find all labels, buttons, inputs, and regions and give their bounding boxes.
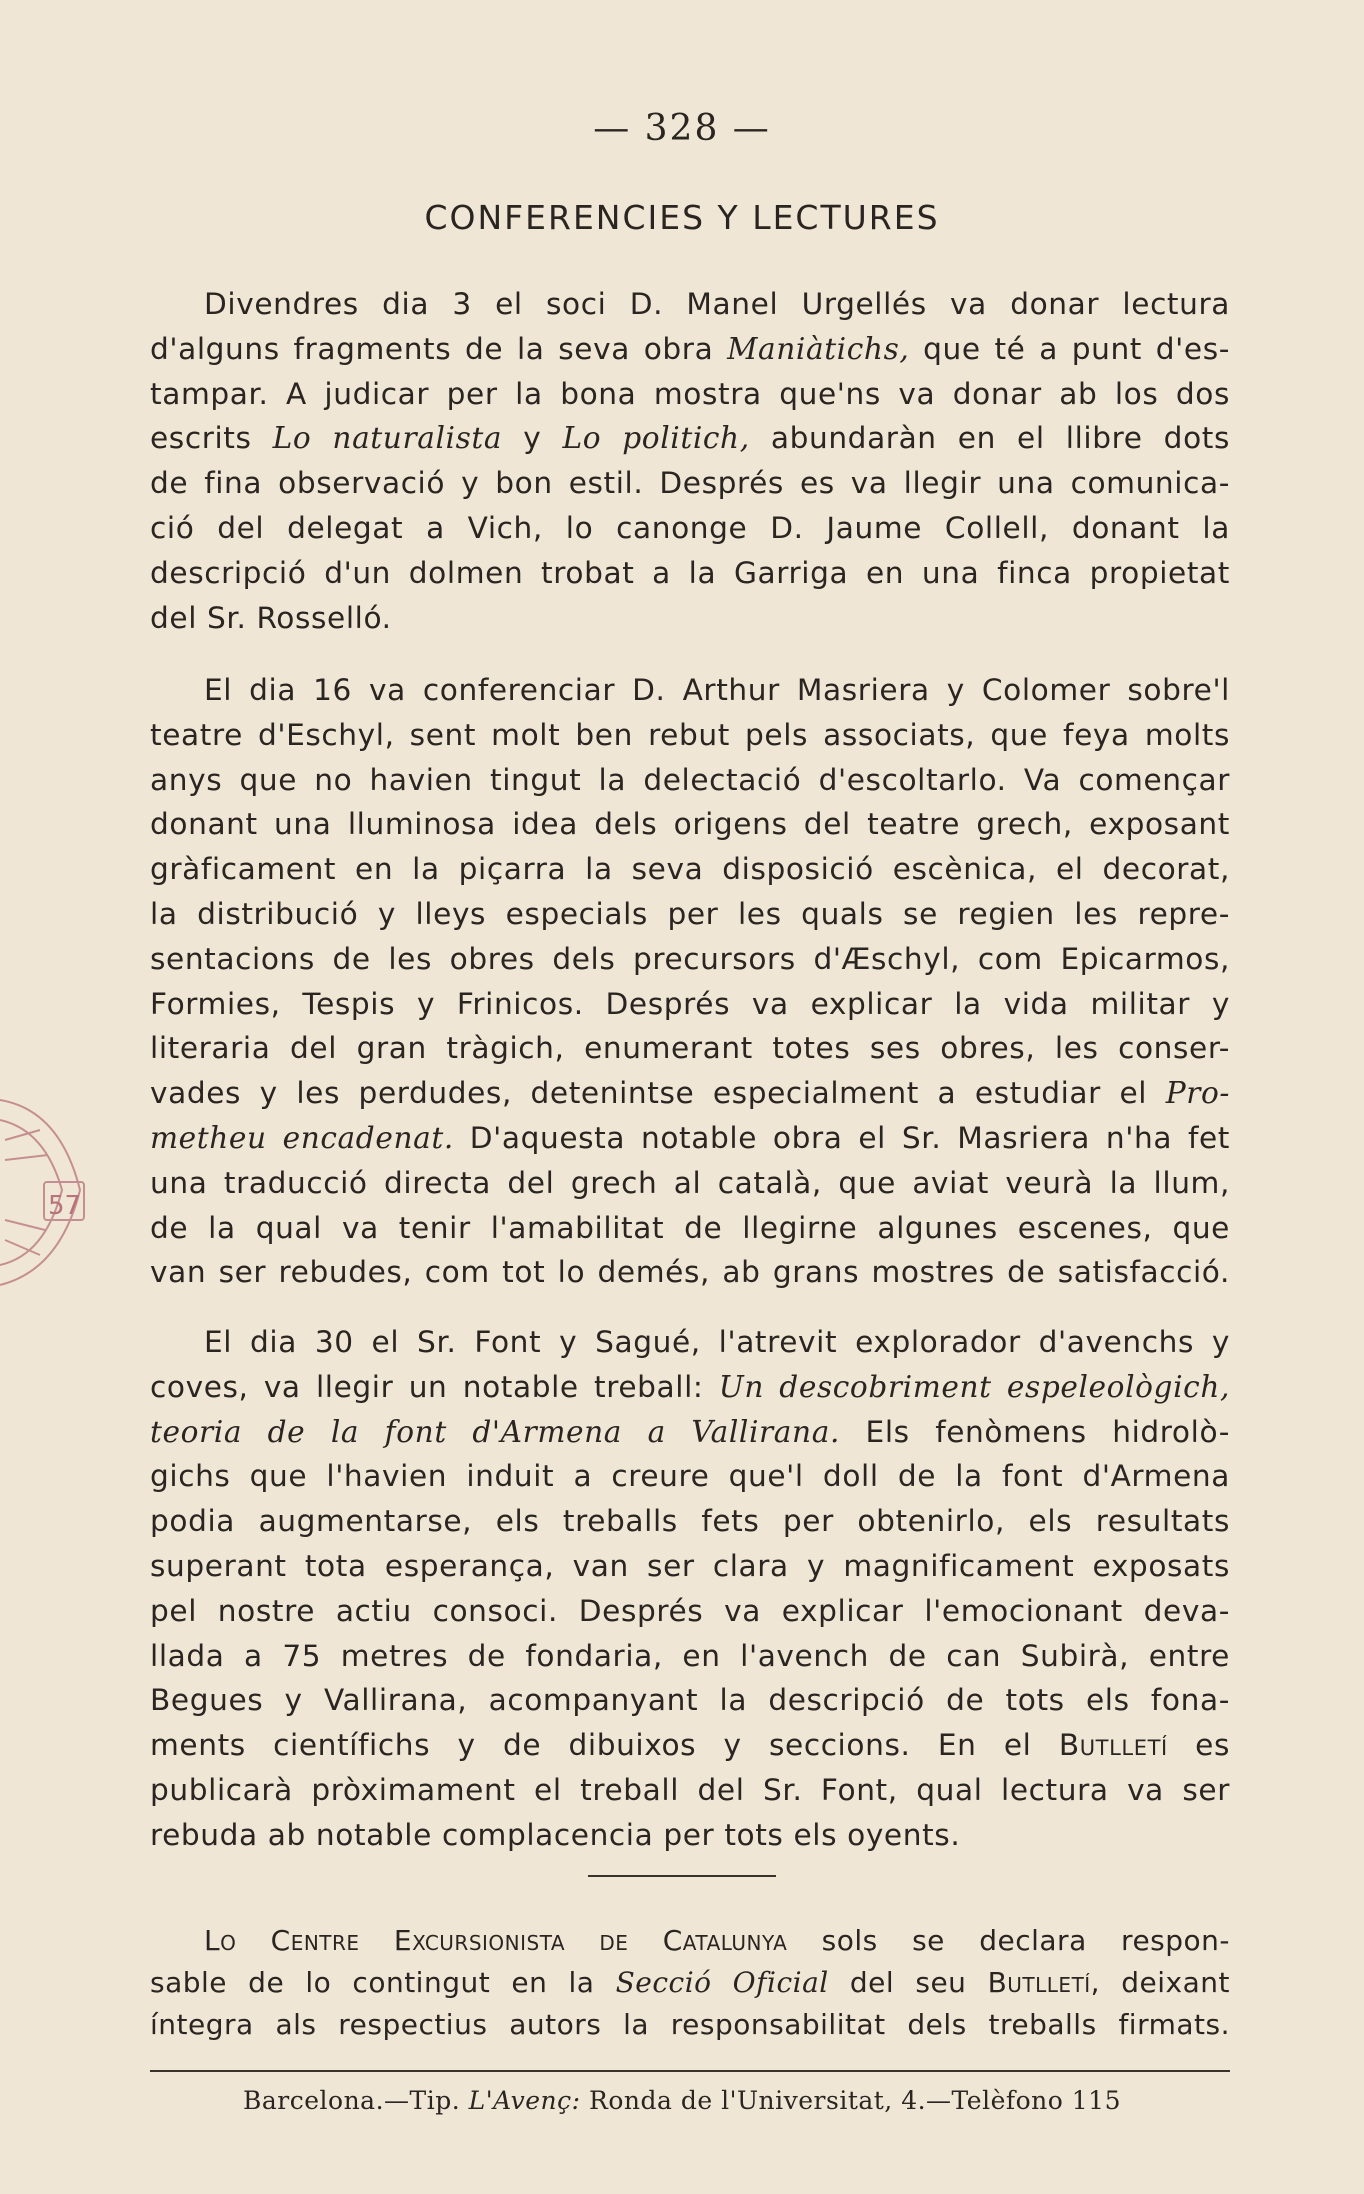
text-line: publicarà pròximament el treball del Sr. Font, qual lectura va ser — [150, 1772, 1230, 1807]
section-title: CONFERENCIES Y LECTURES — [424, 198, 940, 237]
text-line: Begues y Vallirana, acompanyant la descripció de tots els fona- — [150, 1683, 1230, 1718]
italic-title: metheu encadenat. — [150, 1120, 454, 1155]
stamp-number: 57 — [48, 1191, 82, 1221]
text-line: coves, va llegir un notable treball: Un descobriment espeleològich, — [150, 1369, 1231, 1404]
text-line: metheu encadenat. D'aquesta notable obra el Sr. Masriera n'ha fet — [150, 1120, 1230, 1155]
disclaimer — [150, 1920, 1230, 2046]
text-line: van ser rebudes, com tot lo demés, ab grans mostres de satisfacció. — [150, 1255, 1230, 1290]
text-line: descripció d'un dolmen trobat a la Garriga en una finca propietat — [150, 555, 1230, 590]
bulletin-name: Butlletí, — [987, 1966, 1101, 1999]
text-line: rebuda ab notable complacencia per tots els oyents. — [150, 1817, 961, 1852]
text-line: vades y les perdudes, detenintse especialment a estudiar el Pro- — [150, 1076, 1230, 1111]
text-line: Lo Centre Excursionista de Catalunya sols se declara respon- — [204, 1924, 1231, 1957]
text-line: Divendres dia 3 el soci D. Manel Urgellés va donar lectura — [204, 287, 1230, 321]
text-line: teatre d'Eschyl, sent molt ben rebut pels associats, que feya molts — [150, 717, 1230, 752]
text-line: pel nostre actiu consoci. Després va explicar l'emocionant deva- — [150, 1593, 1230, 1628]
text-line: tampar. A judicar per la bona mostra que'ns va donar ab los dos — [150, 376, 1230, 411]
text-line: del Sr. Rosselló. — [150, 600, 392, 635]
footer-rule — [150, 2070, 1230, 2072]
text-line: una traducció directa del grech al català, que aviat veurà la llum, — [150, 1165, 1230, 1200]
text-line: gichs que l'havien induit a creure que'l doll de la font d'Armena — [150, 1459, 1230, 1494]
italic-title: Pro- — [1165, 1076, 1230, 1111]
text-line: ments científichs y de dibuixos y seccions. En el Butlletí es — [150, 1728, 1230, 1763]
text-line: escrits Lo naturalista y Lo politich, abundaràn en el llibre dots — [150, 421, 1230, 456]
text-line: Formies, Tespis y Frinicos. Després va explicar la vida militar y — [150, 986, 1230, 1021]
text-line: de fina observació y bon estil. Després es va llegir una comunica- — [150, 466, 1230, 501]
italic-title: Lo naturalista — [272, 421, 503, 456]
text-line: anys que no havien tingut la delectació d'escoltarlo. Va començar — [150, 762, 1230, 797]
page-number: — 328 — — [593, 108, 771, 149]
italic-title: teoria de la font d'Armena a Vallirana. — [150, 1414, 840, 1449]
text-line: teoria de la font d'Armena a Vallirana. Els fenòmens hidrolò- — [150, 1414, 1230, 1449]
text-line: gràficament en la piçarra la seva disposició escènica, el decorat, — [150, 852, 1230, 887]
text-line: íntegra als respectius autors la responsabilitat dels treballs firmats. — [150, 2008, 1230, 2041]
text-line: d'alguns fragments de la seva obra Maniàtichs, que té a punt d'es- — [150, 331, 1230, 366]
text-line: sable de lo contingut en la Secció Oficial del seu Butlletí, deixant — [150, 1966, 1230, 1999]
text-line: ció del delegat a Vich, lo canonge D. Jaume Collell, donant la — [150, 510, 1230, 545]
text-line: podia augmentarse, els treballs fets per obtenirlo, els resultats — [150, 1504, 1230, 1539]
text-line: donant una lluminosa idea dels origens del teatre grech, exposant — [150, 807, 1230, 842]
italic-title: Maniàtichs, — [727, 331, 910, 366]
text-line: de la qual va tenir l'amabilitat de llegirne algunes escenes, que — [150, 1210, 1230, 1245]
text-line: sentacions de les obres dels precursors d'Æschyl, com Epicarmos, — [150, 941, 1230, 976]
italic-title: Un descobriment espeleològich, — [718, 1369, 1231, 1404]
organization-name: Lo Centre Excursionista de Catalunya — [204, 1924, 788, 1957]
paragraph-2 — [150, 668, 1230, 1295]
text-line: superant tota esperança, van ser clara y magnificament exposats — [150, 1548, 1230, 1583]
paragraph-1 — [150, 282, 1230, 640]
library-stamp — [0, 1070, 100, 1310]
text-line: la distribució y lleys especials per les quals se regien les repre- — [150, 896, 1230, 931]
text-line: El dia 16 va conferenciar D. Arthur Masriera y Colomer sobre'l — [204, 673, 1230, 707]
printer-name: L'Avenç: — [468, 2086, 581, 2115]
bulletin-name: Butlletí — [1058, 1728, 1168, 1763]
printer-imprint: Barcelona.—Tip. L'Avenç: Ronda de l'Universitat, 4.—Telèfono 115 — [243, 2086, 1121, 2115]
text-line: literaria del gran tràgich, enumerant totes ses obres, les conser- — [150, 1031, 1230, 1066]
separator-rule — [588, 1875, 776, 1877]
italic-title: Lo politich, — [562, 421, 750, 456]
italic-title: Secció Oficial — [615, 1966, 829, 1999]
paragraph-3 — [150, 1320, 1230, 1858]
text-line: El dia 30 el Sr. Font y Sagué, l'atrevit explorador d'avenchs y — [204, 1325, 1230, 1359]
text-line: llada a 75 metres de fondaria, en l'avench de can Subirà, entre — [150, 1638, 1230, 1673]
